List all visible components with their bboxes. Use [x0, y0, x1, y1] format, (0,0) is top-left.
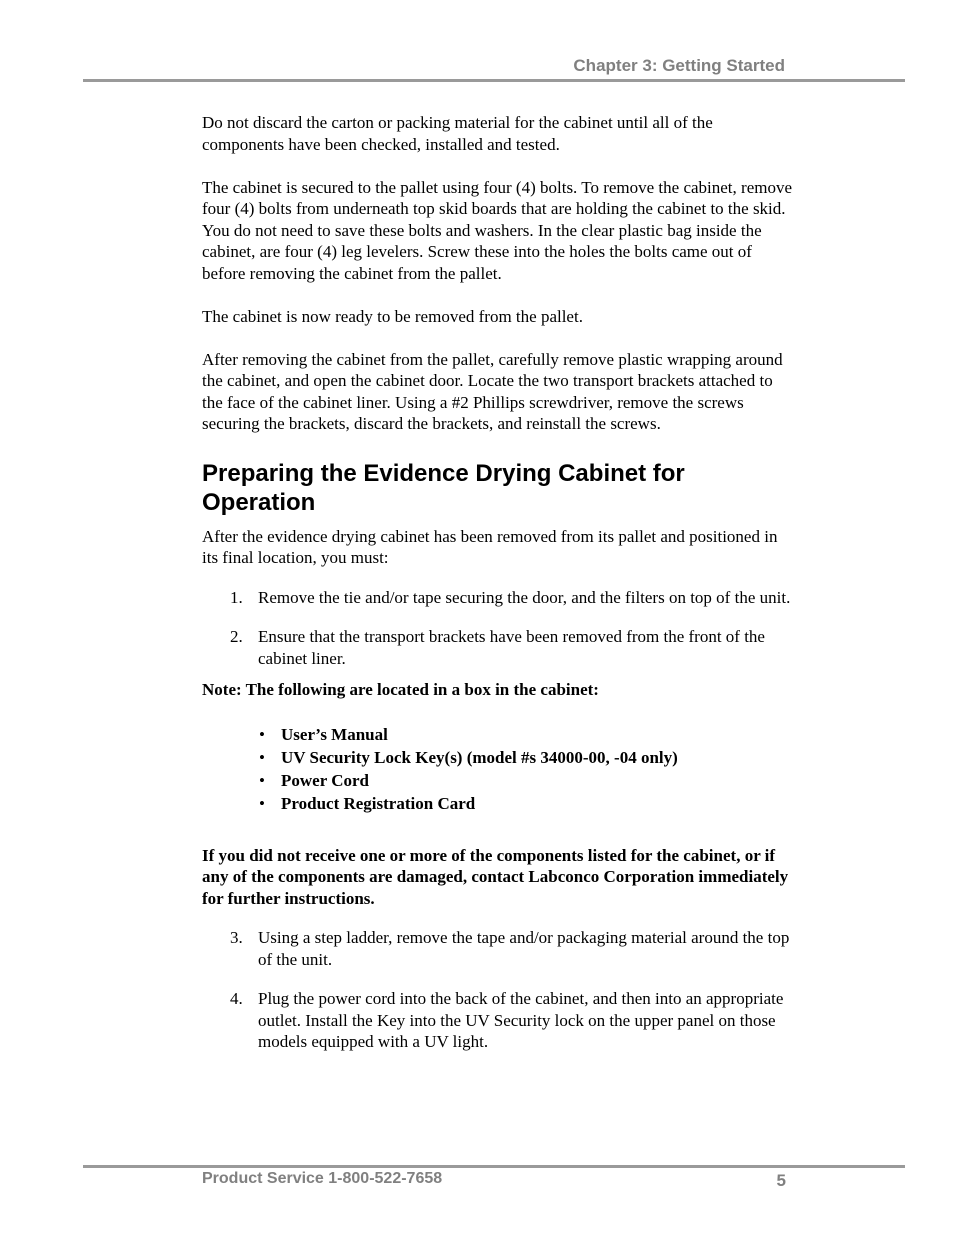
step-item: [202, 626, 792, 669]
paragraph-brackets: After removing the cabinet from the pallet, carefully remove plastic wrapping around the cabinet, and open the cabinet door. Locate the two transport brackets attached to the face of the cabinet liner. Using a #2 Phillips screwdriver, remove the screws securing the brackets, discard the brackets, and reinstall the screws.: [202, 349, 783, 433]
steps-list-first: [202, 587, 792, 670]
list-item: [202, 769, 792, 792]
step-number: 1.: [230, 587, 243, 607]
section-intro: After the evidence drying cabinet has been removed from its pallet and positioned in its final location, you must:: [202, 526, 778, 567]
list-item-text: UV Security Lock Key(s) (model #s 34000-00, -04 only): [281, 747, 678, 767]
list-item-text: Power Cord: [281, 770, 369, 790]
list-item: [202, 746, 792, 769]
bullet-icon: •: [259, 793, 265, 813]
paragraph-bolts: The cabinet is secured to the pallet using four (4) bolts. To remove the cabinet, remove four (4) bolts from underneath top skid boards that are holding the cabinet to the skid. You do not need to save these bolts and washers. In the clear plastic bag inside the cabinet, are four (4) leg levelers. Screw these into the holes the bolts came out of before removing the cabinet from the pallet.: [202, 177, 793, 283]
page-number: 5: [776, 1171, 786, 1190]
step-text: Plug the power cord into the back of the cabinet, and then into an appropriate outlet. Install the Key into the UV Security lock on the upper panel on those models equipped with a UV light.: [258, 989, 784, 1051]
step-item: [202, 988, 792, 1053]
step-item: [202, 927, 792, 970]
paragraph-ready: The cabinet is now ready to be removed from the pallet.: [202, 306, 583, 326]
list-item: [202, 723, 792, 746]
footer-rule: [83, 1165, 905, 1168]
page-body: [202, 112, 792, 1071]
missing-components-warning: If you did not receive one or more of the components listed for the cabinet, or if any of the components are damaged, contact Labconco Corporation immediately for further instructions.: [202, 845, 789, 908]
step-text: Remove the tie and/or tape securing the door, and the filters on top of the unit.: [258, 587, 791, 607]
box-contents-list: [202, 723, 792, 815]
list-item: [202, 792, 792, 815]
running-header: Chapter 3: Getting Started: [573, 56, 785, 75]
step-number: 4.: [230, 989, 243, 1008]
bullet-icon: •: [259, 724, 265, 744]
step-number: 2.: [230, 627, 243, 646]
bullet-icon: •: [259, 770, 265, 790]
list-item-text: User’s Manual: [281, 724, 388, 744]
step-item: [202, 587, 792, 609]
header-rule: [83, 79, 905, 82]
bullet-icon: •: [259, 747, 265, 767]
list-item-text: Product Registration Card: [281, 793, 476, 813]
note-box-contents: Note: The following are located in a box in the cabinet:: [202, 680, 599, 699]
paragraph-carton: Do not discard the carton or packing material for the cabinet until all of the components have been checked, installed and tested.: [202, 113, 713, 154]
step-text: Using a step ladder, remove the tape and/or packaging material around the top of the unit.: [258, 928, 790, 969]
step-number: 3.: [230, 928, 243, 947]
step-text: Ensure that the transport brackets have been removed from the front of the cabinet liner.: [258, 627, 765, 668]
section-heading: Preparing the Evidence Drying Cabinet for Operation: [202, 459, 685, 516]
footer-product-service: Product Service 1-800-522-7658: [202, 1170, 443, 1187]
steps-list-second: [202, 927, 792, 1053]
